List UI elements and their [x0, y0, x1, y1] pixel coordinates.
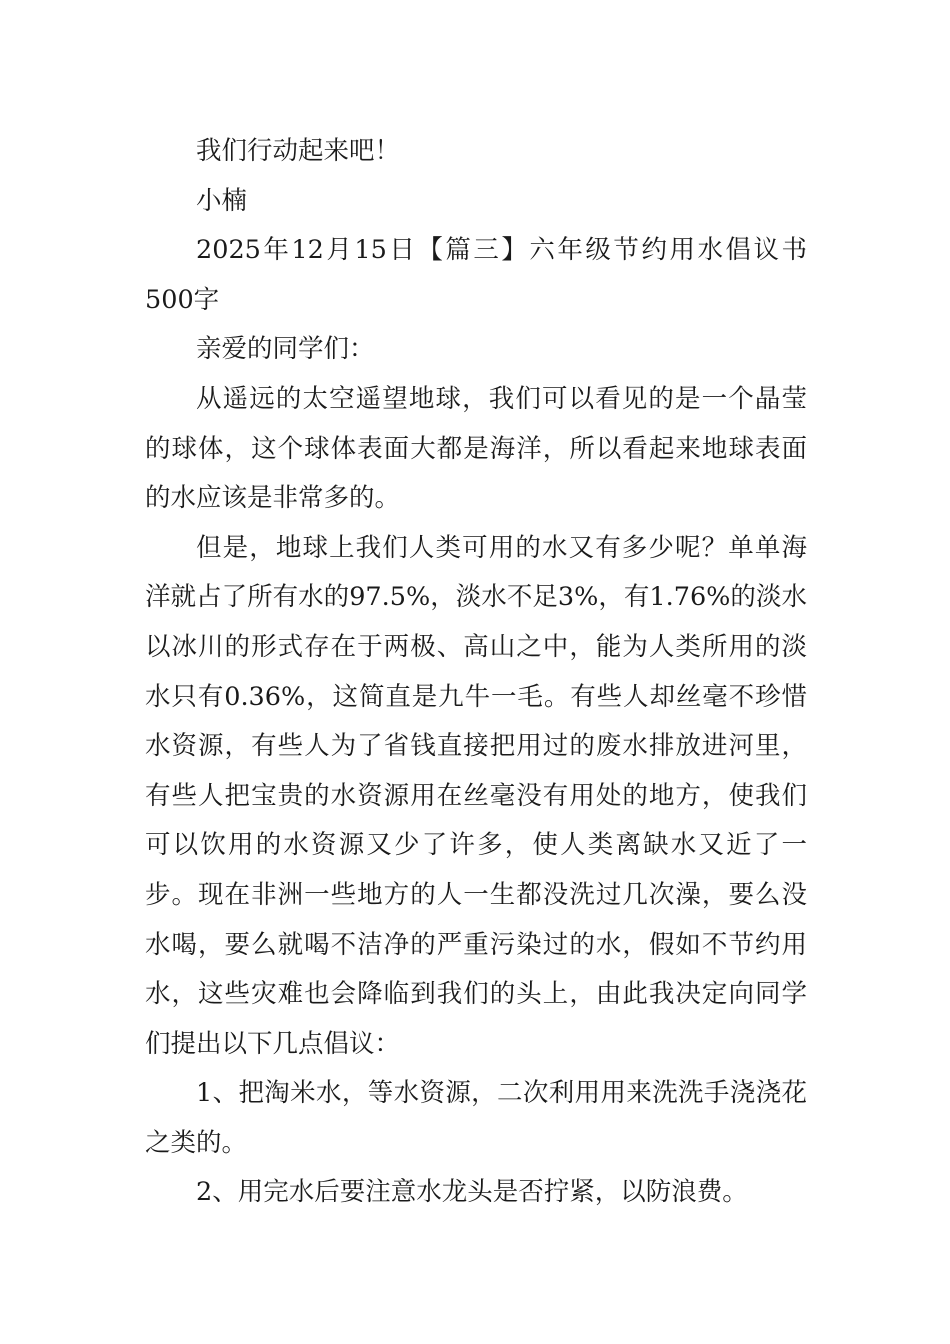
body-paragraph: 从遥远的太空遥望地球，我们可以看见的是一个晶莹的球体，这个球体表面大都是海洋，所以看起来地球表面的水应该是非常多的。 [145, 383, 807, 514]
salutation: 亲爱的同学们： [196, 334, 375, 365]
closing-line: 我们行动起来吧！ [196, 136, 401, 166]
date-and-section-title: 2025年12月15日【篇三】六年级节约用水倡议书500字 [145, 235, 807, 315]
signature: 小楠 [196, 185, 248, 216]
proposal-item: 1、把淘米水，等水资源，二次利用用来洗洗手浇浇花之类的。 [145, 1078, 807, 1158]
body-paragraph: 但是，地球上我们人类可用的水又有多少呢？单单海洋就占了所有水的97.5%，淡水不足3%，有1.76%的淡水以冰川的形式存在于两极、高山之中，能为人类所用的淡水只有0.36%，这简直是九牛一毛。有些人却丝毫不珍惜水资源，有些人为了省钱直接把用过的废水排放进河里，有些人把宝贵的水资源用在丝毫没有用处的地方，使我们可以饮用的水资源又少了许多，使人类离缺水又近了一步。现在非洲一些地方的人一生都没洗过几次澡，要么没水喝，要么就喝不洁净的严重污染过的水，假如不节约用水，这些灾难也会降临到我们的头上，由此我决定向同学们提出以下几点倡议： [145, 532, 807, 1059]
document-body [145, 127, 807, 1218]
proposal-item: 2、用完水后要注意水龙头是否拧紧，以防浪费。 [196, 1177, 748, 1208]
